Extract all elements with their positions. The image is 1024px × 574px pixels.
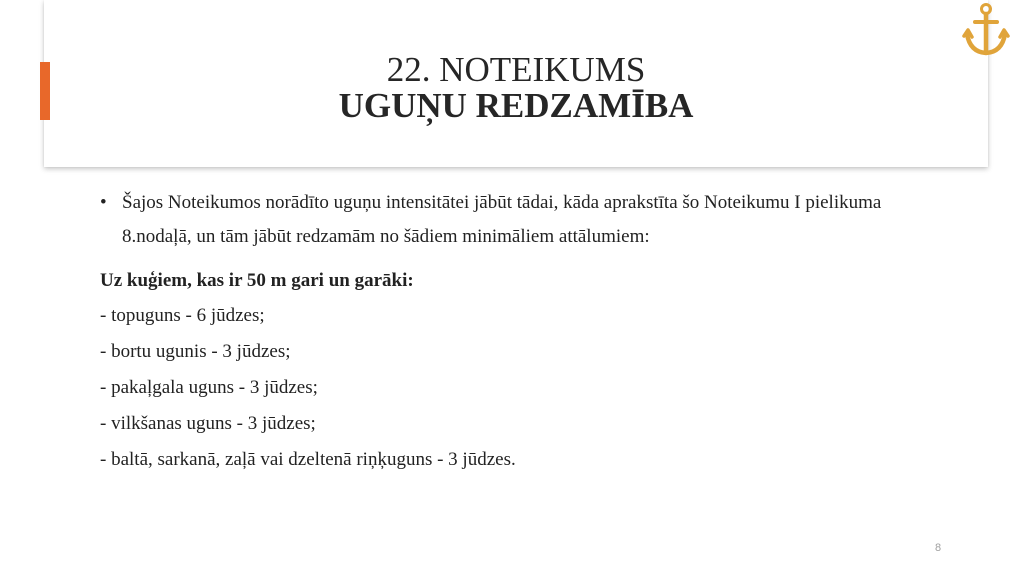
title-line-2: UGUŅU REDZAMĪBA <box>338 86 694 125</box>
bullet-text: Šajos Noteikumos norādīto uguņu intensitātei jābūt tādai, kāda aprakstīta šo Noteikumu I pielikuma 8.nodaļā, un tām jābūt redzamām no šādiem minimāliem attālumiem: <box>122 192 882 247</box>
bullet-marker: • <box>100 192 107 213</box>
list-item: - baltā, sarkanā, zaļā vai dzeltenā riņķuguns - 3 jūdzes. <box>100 449 516 470</box>
title-line-1: 22. NOTEIKUMS <box>386 50 646 89</box>
list-item: - bortu ugunis - 3 jūdzes; <box>100 341 291 362</box>
page-number: 8 <box>934 542 942 554</box>
subheading: Uz kuģiem, kas ir 50 m gari un garāki: <box>100 270 414 291</box>
range-list <box>100 298 920 478</box>
slide-title <box>44 52 988 124</box>
list-item: - topuguns - 6 jūdzes; <box>100 305 265 326</box>
anchor-icon <box>962 2 1010 58</box>
list-item: - vilkšanas uguns - 3 jūdzes; <box>100 413 316 434</box>
list-item: - pakaļgala uguns - 3 jūdzes; <box>100 377 318 398</box>
slide-body <box>100 186 920 478</box>
bullet-paragraph <box>100 186 920 254</box>
